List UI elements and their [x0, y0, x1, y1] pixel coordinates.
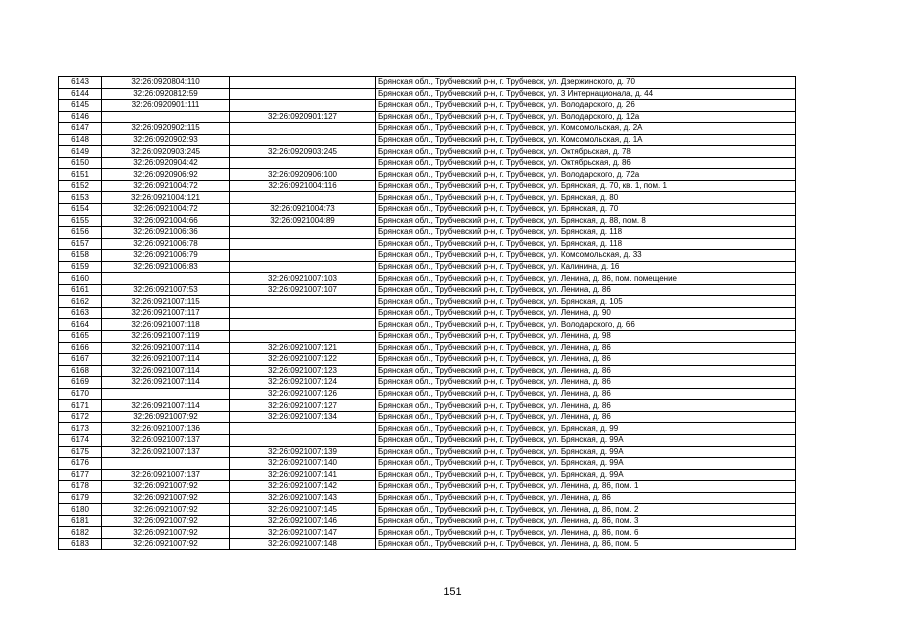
- land-cadastral-number-cell: 32:26:0921006:78: [102, 238, 230, 250]
- address-cell: Брянская обл., Трубчевский р-н, г. Трубчевск, ул. Брянская, д. 118: [376, 238, 796, 250]
- table-row: [59, 527, 796, 539]
- table-row: [59, 342, 796, 354]
- row-number-cell: 6153: [59, 192, 102, 204]
- address-cell: Брянская обл., Трубчевский р-н, г. Трубчевск, ул. Ленина, д. 86, пом. 1: [376, 481, 796, 493]
- address-cell: Брянская обл., Трубчевский р-н, г. Трубчевск, ул. Ленина, д. 86, пом. 6: [376, 527, 796, 539]
- table-row: [59, 238, 796, 250]
- object-cadastral-number-cell: 32:26:0921007:122: [230, 354, 376, 366]
- row-number-cell: 6161: [59, 284, 102, 296]
- land-cadastral-number-cell: 32:26:0921007:137: [102, 469, 230, 481]
- object-cadastral-number-cell: 32:26:0921007:147: [230, 527, 376, 539]
- land-cadastral-number-cell: [102, 458, 230, 470]
- table-row: [59, 423, 796, 435]
- address-cell: Брянская обл., Трубчевский р-н, г. Трубчевск, ул. Комсомольская, д. 1А: [376, 134, 796, 146]
- address-cell: Брянская обл., Трубчевский р-н, г. Трубчевск, ул. Володарского, д. 72а: [376, 169, 796, 181]
- table-row: [59, 411, 796, 423]
- row-number-cell: 6174: [59, 434, 102, 446]
- table-row: [59, 481, 796, 493]
- row-number-cell: 6154: [59, 204, 102, 216]
- row-number-cell: 6144: [59, 88, 102, 100]
- address-cell: Брянская обл., Трубчевский р-н, г. Трубчевск, ул. Октябрьская, д. 78: [376, 146, 796, 158]
- object-cadastral-number-cell: 32:26:0921007:124: [230, 377, 376, 389]
- table-row: [59, 504, 796, 516]
- table-row: [59, 446, 796, 458]
- row-number-cell: 6182: [59, 527, 102, 539]
- row-number-cell: 6146: [59, 111, 102, 123]
- land-cadastral-number-cell: 32:26:0921007:92: [102, 527, 230, 539]
- object-cadastral-number-cell: 32:26:0921007:139: [230, 446, 376, 458]
- land-cadastral-number-cell: [102, 111, 230, 123]
- object-cadastral-number-cell: [230, 307, 376, 319]
- table-row: [59, 215, 796, 227]
- table-row: [59, 250, 796, 262]
- table-row: [59, 284, 796, 296]
- object-cadastral-number-cell: [230, 123, 376, 135]
- address-cell: Брянская обл., Трубчевский р-н, г. Трубчевск, ул. Володарского, д. 12а: [376, 111, 796, 123]
- row-number-cell: 6181: [59, 515, 102, 527]
- address-cell: Брянская обл., Трубчевский р-н, г. Трубчевск, ул. Дзержинского, д. 70: [376, 77, 796, 89]
- object-cadastral-number-cell: [230, 434, 376, 446]
- table-row: [59, 180, 796, 192]
- object-cadastral-number-cell: 32:26:0921007:146: [230, 515, 376, 527]
- address-cell: Брянская обл., Трубчевский р-н, г. Трубчевск, ул. Брянская, д. 99А: [376, 469, 796, 481]
- table-row: [59, 377, 796, 389]
- row-number-cell: 6143: [59, 77, 102, 89]
- address-cell: Брянская обл., Трубчевский р-н, г. Трубчевск, ул. Ленина, д. 86: [376, 342, 796, 354]
- address-cell: Брянская обл., Трубчевский р-н, г. Трубчевск, ул. Октябрьская, д. 86: [376, 157, 796, 169]
- table-row: [59, 388, 796, 400]
- land-cadastral-number-cell: 32:26:0921007:117: [102, 307, 230, 319]
- object-cadastral-number-cell: 32:26:0921007:142: [230, 481, 376, 493]
- table-row: [59, 319, 796, 331]
- land-cadastral-number-cell: 32:26:0921006:36: [102, 227, 230, 239]
- registry-table: [58, 76, 796, 550]
- object-cadastral-number-cell: 32:26:0920906:100: [230, 169, 376, 181]
- land-cadastral-number-cell: 32:26:0920906:92: [102, 169, 230, 181]
- address-cell: Брянская обл., Трубчевский р-н, г. Трубчевск, ул. Брянская, д. 99А: [376, 458, 796, 470]
- table-row: [59, 169, 796, 181]
- land-cadastral-number-cell: 32:26:0921007:114: [102, 342, 230, 354]
- table-row: [59, 296, 796, 308]
- row-number-cell: 6155: [59, 215, 102, 227]
- land-cadastral-number-cell: 32:26:0921004:72: [102, 204, 230, 216]
- land-cadastral-number-cell: 32:26:0921007:115: [102, 296, 230, 308]
- address-cell: Брянская обл., Трубчевский р-н, г. Трубчевск, ул. Ленина, д. 98: [376, 331, 796, 343]
- table-row: [59, 77, 796, 89]
- address-cell: Брянская обл., Трубчевский р-н, г. Трубчевск, ул. Ленина, д. 90: [376, 307, 796, 319]
- object-cadastral-number-cell: [230, 250, 376, 262]
- object-cadastral-number-cell: [230, 157, 376, 169]
- object-cadastral-number-cell: [230, 77, 376, 89]
- row-number-cell: 6183: [59, 538, 102, 550]
- land-cadastral-number-cell: 32:26:0921004:121: [102, 192, 230, 204]
- table-row: [59, 204, 796, 216]
- land-cadastral-number-cell: 32:26:0921007:92: [102, 481, 230, 493]
- row-number-cell: 6165: [59, 331, 102, 343]
- land-cadastral-number-cell: 32:26:0921007:114: [102, 354, 230, 366]
- row-number-cell: 6145: [59, 100, 102, 112]
- address-cell: Брянская обл., Трубчевский р-н, г. Трубчевск, ул. Ленина, д. 86: [376, 365, 796, 377]
- object-cadastral-number-cell: [230, 238, 376, 250]
- row-number-cell: 6170: [59, 388, 102, 400]
- row-number-cell: 6168: [59, 365, 102, 377]
- address-cell: Брянская обл., Трубчевский р-н, г. Трубчевск, ул. Володарского, д. 66: [376, 319, 796, 331]
- object-cadastral-number-cell: 32:26:0921007:140: [230, 458, 376, 470]
- row-number-cell: 6169: [59, 377, 102, 389]
- land-cadastral-number-cell: [102, 388, 230, 400]
- table-row: [59, 538, 796, 550]
- object-cadastral-number-cell: 32:26:0920901:127: [230, 111, 376, 123]
- object-cadastral-number-cell: 32:26:0921007:141: [230, 469, 376, 481]
- row-number-cell: 6176: [59, 458, 102, 470]
- row-number-cell: 6164: [59, 319, 102, 331]
- land-cadastral-number-cell: 32:26:0920903:245: [102, 146, 230, 158]
- row-number-cell: 6167: [59, 354, 102, 366]
- table-row: [59, 434, 796, 446]
- land-cadastral-number-cell: 32:26:0921007:114: [102, 377, 230, 389]
- address-cell: Брянская обл., Трубчевский р-н, г. Трубчевск, ул. Брянская, д. 88, пом. 8: [376, 215, 796, 227]
- object-cadastral-number-cell: 32:26:0921007:148: [230, 538, 376, 550]
- address-cell: Брянская обл., Трубчевский р-н, г. Трубчевск, ул. 3 Интернационала, д. 44: [376, 88, 796, 100]
- row-number-cell: 6151: [59, 169, 102, 181]
- address-cell: Брянская обл., Трубчевский р-н, г. Трубчевск, ул. Володарского, д. 26: [376, 100, 796, 112]
- land-cadastral-number-cell: 32:26:0921007:137: [102, 434, 230, 446]
- land-cadastral-number-cell: 32:26:0921007:53: [102, 284, 230, 296]
- address-cell: Брянская обл., Трубчевский р-н, г. Трубчевск, ул. Комсомольская, д. 33: [376, 250, 796, 262]
- land-cadastral-number-cell: 32:26:0920902:93: [102, 134, 230, 146]
- table-row: [59, 261, 796, 273]
- object-cadastral-number-cell: 32:26:0920903:245: [230, 146, 376, 158]
- row-number-cell: 6156: [59, 227, 102, 239]
- table-row: [59, 492, 796, 504]
- row-number-cell: 6171: [59, 400, 102, 412]
- table-row: [59, 111, 796, 123]
- row-number-cell: 6158: [59, 250, 102, 262]
- table-row: [59, 365, 796, 377]
- address-cell: Брянская обл., Трубчевский р-н, г. Трубчевск, ул. Брянская, д. 99А: [376, 446, 796, 458]
- row-number-cell: 6172: [59, 411, 102, 423]
- row-number-cell: 6166: [59, 342, 102, 354]
- object-cadastral-number-cell: 32:26:0921007:103: [230, 273, 376, 285]
- object-cadastral-number-cell: [230, 296, 376, 308]
- land-cadastral-number-cell: 32:26:0921007:118: [102, 319, 230, 331]
- land-cadastral-number-cell: 32:26:0921007:92: [102, 504, 230, 516]
- address-cell: Брянская обл., Трубчевский р-н, г. Трубчевск, ул. Брянская, д. 80: [376, 192, 796, 204]
- table-row: [59, 123, 796, 135]
- object-cadastral-number-cell: 32:26:0921004:73: [230, 204, 376, 216]
- object-cadastral-number-cell: [230, 192, 376, 204]
- object-cadastral-number-cell: 32:26:0921007:145: [230, 504, 376, 516]
- object-cadastral-number-cell: 32:26:0921004:116: [230, 180, 376, 192]
- object-cadastral-number-cell: [230, 319, 376, 331]
- land-cadastral-number-cell: 32:26:0921007:92: [102, 515, 230, 527]
- table-row: [59, 227, 796, 239]
- address-cell: Брянская обл., Трубчевский р-н, г. Трубчевск, ул. Брянская, д. 99: [376, 423, 796, 435]
- address-cell: Брянская обл., Трубчевский р-н, г. Трубчевск, ул. Брянская, д. 70: [376, 204, 796, 216]
- address-cell: Брянская обл., Трубчевский р-н, г. Трубчевск, ул. Ленина, д. 86: [376, 388, 796, 400]
- table-row: [59, 88, 796, 100]
- row-number-cell: 6178: [59, 481, 102, 493]
- address-cell: Брянская обл., Трубчевский р-н, г. Трубчевск, ул. Ленина, д. 86: [376, 377, 796, 389]
- address-cell: Брянская обл., Трубчевский р-н, г. Трубчевск, ул. Ленина, д. 86, пом. 3: [376, 515, 796, 527]
- address-cell: Брянская обл., Трубчевский р-н, г. Трубчевск, ул. Калинина, д. 16: [376, 261, 796, 273]
- address-cell: Брянская обл., Трубчевский р-н, г. Трубчевск, ул. Брянская, д. 99А: [376, 434, 796, 446]
- object-cadastral-number-cell: [230, 88, 376, 100]
- land-cadastral-number-cell: 32:26:0921007:92: [102, 492, 230, 504]
- row-number-cell: 6160: [59, 273, 102, 285]
- row-number-cell: 6150: [59, 157, 102, 169]
- land-cadastral-number-cell: 32:26:0921007:119: [102, 331, 230, 343]
- address-cell: Брянская обл., Трубчевский р-н, г. Трубчевск, ул. Комсомольская, д. 2А: [376, 123, 796, 135]
- row-number-cell: 6149: [59, 146, 102, 158]
- land-cadastral-number-cell: 32:26:0921007:92: [102, 411, 230, 423]
- land-cadastral-number-cell: 32:26:0920804:110: [102, 77, 230, 89]
- row-number-cell: 6163: [59, 307, 102, 319]
- address-cell: Брянская обл., Трубчевский р-н, г. Трубчевск, ул. Брянская, д. 105: [376, 296, 796, 308]
- table-row: [59, 469, 796, 481]
- object-cadastral-number-cell: 32:26:0921007:107: [230, 284, 376, 296]
- row-number-cell: 6148: [59, 134, 102, 146]
- object-cadastral-number-cell: 32:26:0921007:143: [230, 492, 376, 504]
- row-number-cell: 6162: [59, 296, 102, 308]
- land-cadastral-number-cell: 32:26:0920812:59: [102, 88, 230, 100]
- address-cell: Брянская обл., Трубчевский р-н, г. Трубчевск, ул. Ленина, д. 86: [376, 411, 796, 423]
- address-cell: Брянская обл., Трубчевский р-н, г. Трубчевск, ул. Ленина, д. 86, пом. помещение: [376, 273, 796, 285]
- address-cell: Брянская обл., Трубчевский р-н, г. Трубчевск, ул. Ленина, д. 86: [376, 492, 796, 504]
- object-cadastral-number-cell: [230, 423, 376, 435]
- table-row: [59, 157, 796, 169]
- table-row: [59, 134, 796, 146]
- object-cadastral-number-cell: [230, 134, 376, 146]
- address-cell: Брянская обл., Трубчевский р-н, г. Трубчевск, ул. Брянская, д. 118: [376, 227, 796, 239]
- table-row: [59, 273, 796, 285]
- row-number-cell: 6159: [59, 261, 102, 273]
- table-row: [59, 192, 796, 204]
- land-cadastral-number-cell: 32:26:0921007:114: [102, 400, 230, 412]
- table-row: [59, 307, 796, 319]
- registry-table-body: [59, 77, 796, 550]
- object-cadastral-number-cell: 32:26:0921007:127: [230, 400, 376, 412]
- table-row: [59, 100, 796, 112]
- object-cadastral-number-cell: [230, 261, 376, 273]
- address-cell: Брянская обл., Трубчевский р-н, г. Трубчевск, ул. Ленина, д. 86, пом. 5: [376, 538, 796, 550]
- row-number-cell: 6157: [59, 238, 102, 250]
- land-cadastral-number-cell: 32:26:0921007:137: [102, 446, 230, 458]
- object-cadastral-number-cell: 32:26:0921007:126: [230, 388, 376, 400]
- table-row: [59, 458, 796, 470]
- land-cadastral-number-cell: 32:26:0921004:66: [102, 215, 230, 227]
- address-cell: Брянская обл., Трубчевский р-н, г. Трубчевск, ул. Ленина, д. 86: [376, 400, 796, 412]
- table-row: [59, 331, 796, 343]
- object-cadastral-number-cell: 32:26:0921007:121: [230, 342, 376, 354]
- land-cadastral-number-cell: 32:26:0921006:83: [102, 261, 230, 273]
- table-row: [59, 515, 796, 527]
- land-cadastral-number-cell: 32:26:0921004:72: [102, 180, 230, 192]
- row-number-cell: 6147: [59, 123, 102, 135]
- table-row: [59, 146, 796, 158]
- land-cadastral-number-cell: 32:26:0921006:79: [102, 250, 230, 262]
- row-number-cell: 6177: [59, 469, 102, 481]
- row-number-cell: 6173: [59, 423, 102, 435]
- land-cadastral-number-cell: 32:26:0921007:92: [102, 538, 230, 550]
- object-cadastral-number-cell: 32:26:0921007:123: [230, 365, 376, 377]
- object-cadastral-number-cell: [230, 331, 376, 343]
- object-cadastral-number-cell: [230, 227, 376, 239]
- land-cadastral-number-cell: 32:26:0921007:136: [102, 423, 230, 435]
- land-cadastral-number-cell: [102, 273, 230, 285]
- page-number: 151: [443, 586, 462, 598]
- row-number-cell: 6175: [59, 446, 102, 458]
- land-cadastral-number-cell: 32:26:0920902:115: [102, 123, 230, 135]
- object-cadastral-number-cell: 32:26:0921004:89: [230, 215, 376, 227]
- address-cell: Брянская обл., Трубчевский р-н, г. Трубчевск, ул. Брянская, д. 70, кв. 1, пом. 1: [376, 180, 796, 192]
- land-cadastral-number-cell: 32:26:0920901:111: [102, 100, 230, 112]
- land-cadastral-number-cell: 32:26:0921007:114: [102, 365, 230, 377]
- row-number-cell: 6180: [59, 504, 102, 516]
- address-cell: Брянская обл., Трубчевский р-н, г. Трубчевск, ул. Ленина, д. 86: [376, 354, 796, 366]
- table-row: [59, 354, 796, 366]
- object-cadastral-number-cell: 32:26:0921007:134: [230, 411, 376, 423]
- address-cell: Брянская обл., Трубчевский р-н, г. Трубчевск, ул. Ленина, д. 86: [376, 284, 796, 296]
- address-cell: Брянская обл., Трубчевский р-н, г. Трубчевск, ул. Ленина, д. 86, пом. 2: [376, 504, 796, 516]
- table-row: [59, 400, 796, 412]
- object-cadastral-number-cell: [230, 100, 376, 112]
- row-number-cell: 6179: [59, 492, 102, 504]
- land-cadastral-number-cell: 32:26:0920904:42: [102, 157, 230, 169]
- row-number-cell: 6152: [59, 180, 102, 192]
